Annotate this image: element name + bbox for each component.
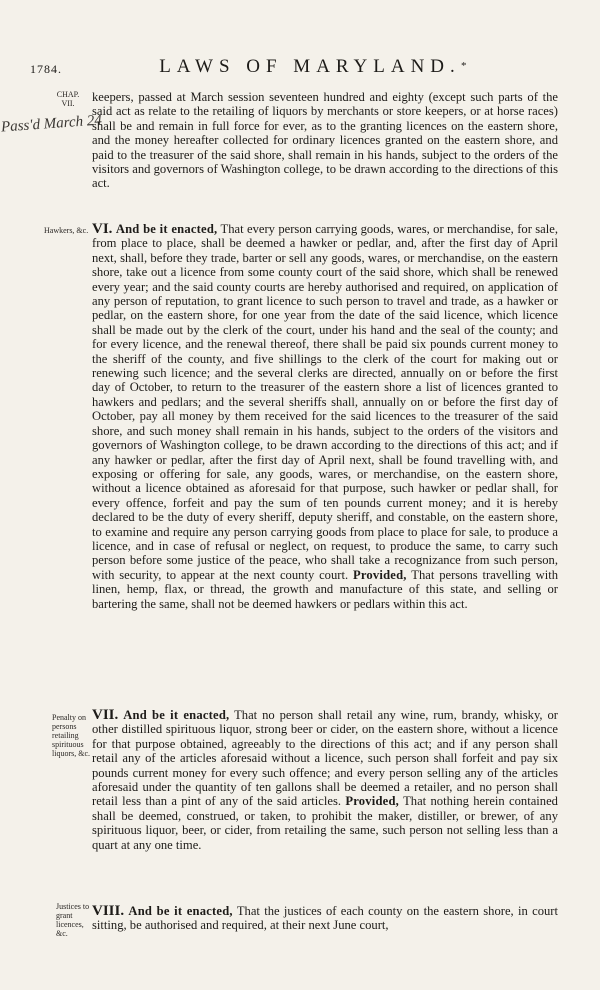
margin-note-hawkers: Hawkers, &c.	[44, 226, 89, 235]
section-text: That the justices of each county on the eastern shore, in court sitting, be authorised and required, at their next June court,	[92, 904, 558, 933]
section-8	[92, 904, 558, 933]
proviso-label: Provided,	[345, 794, 400, 809]
chapter-number: VII.	[61, 99, 75, 108]
proviso-label: Provided,	[352, 567, 407, 582]
section-text: That every person carrying goods, wares, or merchandise, for sale, from place to place, shall be deemed a hawker or pedlar, and, after the first day of April next, shall, before they trade, barter or sell any goods, wares, or merchandise, on the eastern shore, take out a licence from some county court of the said shore, which shall be renewed every year; and the said county courts are hereby authorised and required, on application of any person of reputation, to grant licence to such person to travel and trade, as a hawker or pedlar, on the eastern shore, for one year from the date of the said licence, which licence shall be made out by the clerk of the court, under his hand and the seal of the county; and for every licence, and the renewal thereof, there shall be paid six pounds current money to the sheriff of the county, and five shillings to the clerk of the court for making out or renewing such licence; and the several clerks are directed, annually on or before the first day of October, to return to the treasurer of the eastern shore a list of licences granted to hawkers and pedlars; and the several sheriffs shall, annually on or before the first day of October, pay all money by them received for the said licences to the treasurer of the said shore, and such money shall remain in his hands, subject to the orders of the visitors and governors of Washington college, to be drawn according to the directions of this act; and if any hawker or pedlar, after the first day of April next, shall be found travelling with, and exposing or offering for sale, any goods, wares, or merchandise, on the eastern shore, without a licence obtained as aforesaid for that purpose, such hawker or pedlar shall, for every offence, forfeit and pay the sum of ten pounds current money; and it is hereby declared to be the duty of every sheriff, deputy sheriff, and constable, on the eastern shore, to examine and require any person carrying goods from place to place for sale, to produce a licence, and in case of refusal or neglect, on request, to produce the same, to carry such person before some justice of the peace, who shall take a recognizance from such person, with security, to appear at the next county court.	[92, 222, 558, 582]
enacting-clause: And be it enacted,	[115, 222, 218, 236]
proviso-text: That persons travelling with linen, hemp, flax, or thread, the growth and manufacture of this state, and selling or bartering the same, shall not be deemed hawkers or pedlars within this act.	[92, 567, 558, 611]
asterisk-mark: *	[461, 60, 467, 72]
section-6	[92, 222, 558, 611]
page-year: 1784.	[30, 62, 62, 76]
chapter-word: CHAP.	[56, 90, 80, 99]
section-number: VII.	[92, 707, 119, 723]
page-header	[30, 56, 570, 80]
section-7	[92, 708, 558, 852]
proviso-text: That nothing herein contained shall be deemed, construed, or taken, to prohibit the maker, distiller, or brewer, of any spirituous liquor, beer, or cider, from retailing the same, such person not selling less than a quart at any one time.	[92, 794, 558, 852]
handwritten-note: Pass'd March 24	[0, 112, 103, 136]
continuation-text: keepers, passed at March session seventeen hundred and eighty (except such parts of the said act as relate to the retailing of liquors by merchants or store keepers, or at horse races) shall be and remain in full force for ever, as to the granting licences on the eastern shore, and the money hereafter collected for ordinary licences granted on the eastern shore, and paid to the treasurer of the said shore, shall remain in his hands, subject to the orders of the visitors and governors of Washington college, to be drawn according to the directions of this act.	[92, 90, 558, 191]
margin-note-penalty: Penalty on persons retailing spirituous liquors, &c.	[52, 713, 90, 758]
paragraph-continuation	[92, 90, 558, 191]
section-number: VI.	[92, 221, 113, 237]
section-text: That no person shall retail any wine, rum, brandy, whisky, or other distilled spirituous liquor, strong beer or cider, on the eastern shore, without a licence for that purpose obtained, agreeably to the directions of this act; and if any person shall retail any of the articles aforesaid without a licence, such person shall forfeit and pay six pounds current money for every such offence; and every person selling any of the articles aforesaid under the quantity of ten gallons shall be deemed a retailer, and no person shall retail less than a pint of any of the said articles.	[92, 708, 558, 809]
margin-note-justices: Justices to grant licences, &c.	[56, 902, 90, 938]
section-number: VIII.	[92, 903, 125, 919]
chapter-label	[48, 90, 88, 108]
running-title: LAWS OF MARYLAND.	[159, 56, 461, 77]
enacting-clause: And be it enacted,	[128, 904, 233, 918]
enacting-clause: And be it enacted,	[123, 708, 230, 722]
